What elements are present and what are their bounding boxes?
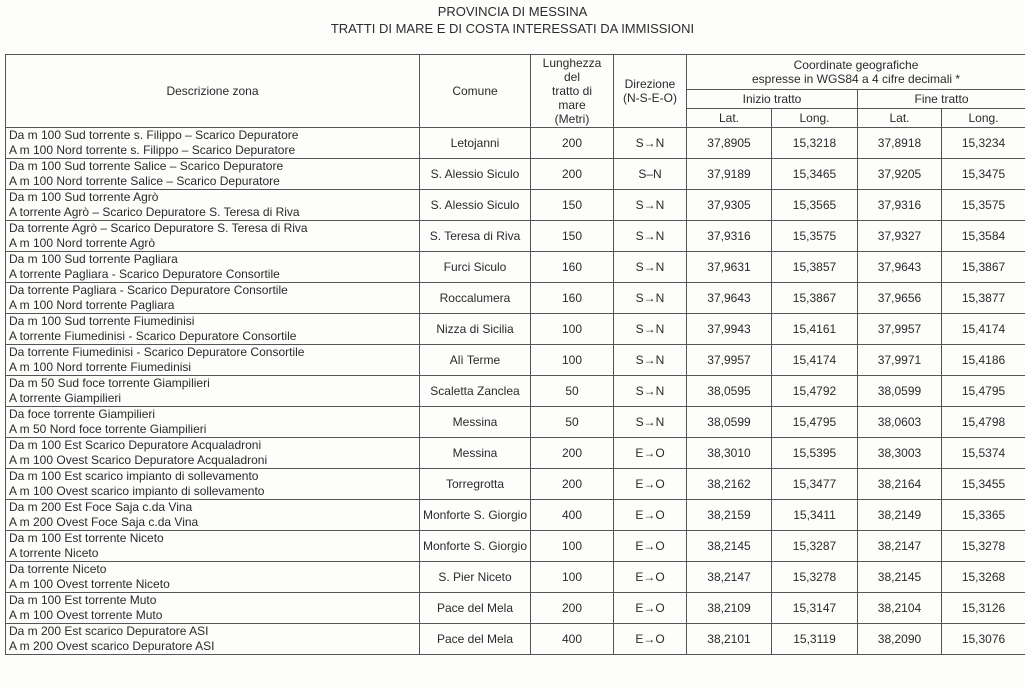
cell-lat-fine: 38,3003: [858, 438, 942, 469]
cell-long-inizio: 15,4161: [772, 314, 858, 345]
cell-lat-inizio: 37,9957: [687, 345, 772, 376]
cell-long-inizio: 15,3477: [772, 469, 858, 500]
cell-direzione: E→O: [614, 438, 687, 469]
header-lunghezza-line: mare: [558, 98, 586, 112]
table-row: [6, 500, 1025, 531]
header-long-fine: Long.: [942, 109, 1025, 128]
descrizione-a: A m 100 Ovest torrente Niceto: [9, 577, 170, 591]
cell-descrizione: [6, 376, 420, 407]
descrizione-da: Da m 100 Est torrente Niceto: [9, 531, 164, 545]
header-lunghezza-line: (Metri): [554, 112, 590, 126]
descrizione-a: A m 100 Nord torrente Pagliara: [9, 298, 175, 312]
cell-descrizione: [6, 283, 420, 314]
table-row: [6, 624, 1025, 655]
descrizione-a: A torrente Niceto: [9, 546, 99, 560]
table-row: [6, 128, 1025, 159]
descrizione-da: Da foce torrente Giampilieri: [9, 407, 156, 421]
cell-lat-fine: 37,9957: [858, 314, 942, 345]
cell-long-fine: 15,4186: [942, 345, 1025, 376]
cell-long-inizio: 15,4792: [772, 376, 858, 407]
cell-lat-inizio: 38,2159: [687, 500, 772, 531]
cell-lat-fine: 37,9327: [858, 221, 942, 252]
cell-lat-fine: 37,9656: [858, 283, 942, 314]
cell-comune: Messina: [420, 407, 531, 438]
table-row: [6, 190, 1025, 221]
cell-long-fine: 15,3877: [942, 283, 1025, 314]
cell-direzione: E→O: [614, 562, 687, 593]
cell-lat-fine: 38,2164: [858, 469, 942, 500]
descrizione-da: Da m 100 Est scarico impianto di sollevamento: [9, 469, 259, 483]
cell-lat-inizio: 37,9189: [687, 159, 772, 190]
cell-long-fine: 15,3455: [942, 469, 1025, 500]
descrizione-a: A torrente Agrò – Scarico Depuratore S. Teresa di Riva: [9, 205, 300, 219]
cell-descrizione: [6, 190, 420, 221]
cell-lat-fine: 38,2149: [858, 500, 942, 531]
descrizione-a: A torrente Fiumedinisi - Scarico Depuratore Consortile: [9, 329, 297, 343]
descrizione-da: Da m 100 Est Scarico Depuratore Acqualadroni: [9, 438, 262, 452]
cell-comune: Messina: [420, 438, 531, 469]
descrizione-da: Da m 100 Est torrente Muto: [9, 593, 157, 607]
descrizione-a: A m 100 Nord torrente s. Filippo – Scarico Depuratore: [9, 143, 296, 157]
title-province: PROVINCIA DI MESSINA: [437, 4, 588, 19]
header-inizio-tratto: Inizio tratto: [687, 90, 858, 109]
descrizione-a: A m 100 Ovest scarico impianto di sollevamento: [9, 484, 265, 498]
table-row: [6, 593, 1025, 624]
descrizione-a: A torrente Giampilieri: [9, 391, 122, 405]
header-lat-inizio: Lat.: [687, 109, 772, 128]
descrizione-da: Da m 200 Est Foce Saja c.da Vina: [9, 500, 193, 514]
descrizione-da: Da m 50 Sud foce torrente Giampilieri: [9, 376, 210, 390]
descrizione-a: A torrente Pagliara - Scarico Depuratore Consortile: [9, 267, 280, 281]
cell-lat-inizio: 38,2162: [687, 469, 772, 500]
cell-comune: Letojanni: [420, 128, 531, 159]
cell-descrizione: [6, 159, 420, 190]
cell-lunghezza: 100: [531, 562, 614, 593]
descrizione-da: Da m 100 Sud torrente Salice – Scarico Depuratore: [9, 159, 284, 173]
cell-descrizione: [6, 562, 420, 593]
cell-long-inizio: 15,3278: [772, 562, 858, 593]
cell-long-fine: 15,3575: [942, 190, 1025, 221]
table-body: [6, 128, 1025, 655]
cell-lunghezza: 100: [531, 314, 614, 345]
cell-comune: S. Alessio Siculo: [420, 190, 531, 221]
cell-direzione: E→O: [614, 624, 687, 655]
cell-lat-inizio: 38,2101: [687, 624, 772, 655]
cell-lunghezza: 160: [531, 252, 614, 283]
header-long-inizio: Long.: [772, 109, 858, 128]
cell-lat-fine: 38,0603: [858, 407, 942, 438]
cell-lat-inizio: 38,2147: [687, 562, 772, 593]
descrizione-da: Da m 200 Est scarico Depuratore ASI: [9, 624, 209, 638]
cell-long-inizio: 15,3857: [772, 252, 858, 283]
cell-comune: Pace del Mela: [420, 624, 531, 655]
cell-comune: Monforte S. Giorgio: [420, 531, 531, 562]
cell-lat-fine: 37,9643: [858, 252, 942, 283]
header-direzione-line: Direzione: [624, 77, 676, 91]
cell-lat-inizio: 37,9316: [687, 221, 772, 252]
header-descrizione: Descrizione zona: [6, 55, 420, 128]
header-comune: Comune: [420, 55, 531, 128]
table-row: [6, 314, 1025, 345]
cell-long-inizio: 15,3575: [772, 221, 858, 252]
cell-comune: Scaletta Zanclea: [420, 376, 531, 407]
cell-descrizione: [6, 314, 420, 345]
cell-long-fine: 15,3584: [942, 221, 1025, 252]
cell-descrizione: [6, 221, 420, 252]
cell-long-fine: 15,3867: [942, 252, 1025, 283]
cell-long-inizio: 15,3867: [772, 283, 858, 314]
table-row: [6, 469, 1025, 500]
cell-direzione: E→O: [614, 593, 687, 624]
cell-lunghezza: 50: [531, 376, 614, 407]
cell-long-fine: 15,5374: [942, 438, 1025, 469]
descrizione-a: A m 100 Nord torrente Salice – Scarico Depuratore: [9, 174, 280, 188]
cell-long-inizio: 15,4174: [772, 345, 858, 376]
cell-lat-fine: 38,0599: [858, 376, 942, 407]
cell-long-fine: 15,4795: [942, 376, 1025, 407]
table-row: [6, 345, 1025, 376]
cell-descrizione: [6, 252, 420, 283]
cell-descrizione: [6, 593, 420, 624]
cell-lat-inizio: 38,0599: [687, 407, 772, 438]
cell-long-fine: 15,4798: [942, 407, 1025, 438]
descrizione-da: Da m 100 Sud torrente s. Filippo – Scarico Depuratore: [9, 128, 299, 142]
cell-long-inizio: 15,3119: [772, 624, 858, 655]
cell-lunghezza: 100: [531, 531, 614, 562]
cell-lat-inizio: 38,2109: [687, 593, 772, 624]
header-coordinate: [687, 55, 1025, 90]
cell-long-fine: 15,3278: [942, 531, 1025, 562]
cell-direzione: S→N: [614, 128, 687, 159]
table-row: [6, 283, 1025, 314]
descrizione-a: A m 200 Ovest Foce Saja c.da Vina: [9, 515, 199, 529]
table-row: [6, 252, 1025, 283]
cell-lunghezza: 200: [531, 159, 614, 190]
cell-lunghezza: 160: [531, 283, 614, 314]
cell-comune: Monforte S. Giorgio: [420, 500, 531, 531]
header-lunghezza-line: tratto di: [551, 84, 593, 98]
cell-lunghezza: 150: [531, 221, 614, 252]
cell-comune: S. Pier Niceto: [420, 562, 531, 593]
descrizione-da: Da m 100 Sud torrente Agrò: [9, 190, 159, 204]
descrizione-a: A m 50 Nord foce torrente Giampilieri: [9, 422, 207, 436]
cell-comune: Nizza di Sicilia: [420, 314, 531, 345]
cell-lat-inizio: 37,9943: [687, 314, 772, 345]
cell-direzione: S–N: [614, 159, 687, 190]
header-fine-tratto: Fine tratto: [858, 90, 1025, 109]
descrizione-da: Da m 100 Sud torrente Fiumedinisi: [9, 314, 195, 328]
cell-descrizione: [6, 469, 420, 500]
cell-long-inizio: 15,5395: [772, 438, 858, 469]
cell-direzione: S→N: [614, 376, 687, 407]
cell-descrizione: [6, 438, 420, 469]
cell-lat-inizio: 38,2145: [687, 531, 772, 562]
cell-lat-fine: 38,2104: [858, 593, 942, 624]
cell-descrizione: [6, 128, 420, 159]
cell-long-inizio: 15,3411: [772, 500, 858, 531]
cell-long-fine: 15,3475: [942, 159, 1025, 190]
cell-long-inizio: 15,3465: [772, 159, 858, 190]
table-row: [6, 562, 1025, 593]
cell-lat-inizio: 37,9643: [687, 283, 772, 314]
cell-comune: Alì Terme: [420, 345, 531, 376]
descrizione-da: Da torrente Agrò – Scarico Depuratore S. Teresa di Riva: [9, 221, 308, 235]
header-direzione: [614, 55, 687, 128]
discharge-zones-table: [5, 54, 1025, 655]
descrizione-a: A m 100 Nord torrente Fiumedinisi: [9, 360, 192, 374]
cell-descrizione: [6, 345, 420, 376]
cell-lat-fine: 37,9316: [858, 190, 942, 221]
cell-direzione: E→O: [614, 469, 687, 500]
header-lunghezza: [531, 55, 614, 128]
cell-lunghezza: 50: [531, 407, 614, 438]
cell-direzione: S→N: [614, 190, 687, 221]
cell-lunghezza: 200: [531, 438, 614, 469]
cell-comune: S. Teresa di Riva: [420, 221, 531, 252]
descrizione-da: Da torrente Fiumedinisi - Scarico Depuratore Consortile: [9, 345, 305, 359]
descrizione-a: A m 200 Ovest scarico Depuratore ASI: [9, 639, 215, 653]
descrizione-a: A m 100 Ovest Scarico Depuratore Acqualadroni: [9, 453, 268, 467]
table-row: [6, 438, 1025, 469]
cell-lat-inizio: 38,0595: [687, 376, 772, 407]
descrizione-a: A m 100 Ovest torrente Muto: [9, 608, 163, 622]
cell-long-inizio: 15,3565: [772, 190, 858, 221]
cell-descrizione: [6, 407, 420, 438]
header-lat-fine: Lat.: [858, 109, 942, 128]
cell-descrizione: [6, 624, 420, 655]
cell-long-fine: 15,3076: [942, 624, 1025, 655]
descrizione-a: A m 100 Nord torrente Agrò: [9, 236, 156, 250]
cell-lunghezza: 200: [531, 593, 614, 624]
cell-long-fine: 15,3268: [942, 562, 1025, 593]
cell-long-inizio: 15,3218: [772, 128, 858, 159]
cell-long-fine: 15,3365: [942, 500, 1025, 531]
table-row: [6, 376, 1025, 407]
cell-lat-fine: 38,2145: [858, 562, 942, 593]
cell-lat-inizio: 38,3010: [687, 438, 772, 469]
cell-lunghezza: 150: [531, 190, 614, 221]
table-row: [6, 407, 1025, 438]
cell-long-fine: 15,3126: [942, 593, 1025, 624]
descrizione-da: Da torrente Niceto: [9, 562, 107, 576]
table-header: [6, 55, 1025, 128]
cell-lat-fine: 38,2147: [858, 531, 942, 562]
cell-long-fine: 15,3234: [942, 128, 1025, 159]
cell-direzione: S→N: [614, 283, 687, 314]
document-title: [0, 3, 1025, 37]
cell-lat-fine: 38,2090: [858, 624, 942, 655]
cell-direzione: E→O: [614, 531, 687, 562]
cell-direzione: E→O: [614, 500, 687, 531]
cell-direzione: S→N: [614, 314, 687, 345]
header-lunghezza-line: Lunghezza: [542, 56, 602, 70]
cell-direzione: S→N: [614, 407, 687, 438]
cell-long-fine: 15,4174: [942, 314, 1025, 345]
cell-descrizione: [6, 500, 420, 531]
cell-comune: Torregrotta: [420, 469, 531, 500]
cell-lat-inizio: 37,9305: [687, 190, 772, 221]
cell-long-inizio: 15,3287: [772, 531, 858, 562]
descrizione-da: Da m 100 Sud torrente Pagliara: [9, 252, 178, 266]
cell-lat-inizio: 37,8905: [687, 128, 772, 159]
header-coordinate-line: espresse in WGS84 a 4 cifre decimali *: [751, 72, 961, 86]
cell-long-inizio: 15,3147: [772, 593, 858, 624]
cell-direzione: S→N: [614, 221, 687, 252]
cell-descrizione: [6, 531, 420, 562]
cell-comune: Roccalumera: [420, 283, 531, 314]
cell-lat-fine: 37,9205: [858, 159, 942, 190]
cell-direzione: S→N: [614, 252, 687, 283]
cell-lunghezza: 200: [531, 469, 614, 500]
cell-lat-fine: 37,8918: [858, 128, 942, 159]
header-coordinate-line: Coordinate geografiche: [793, 58, 919, 72]
header-direzione-line: (N-S-E-O): [623, 91, 677, 105]
cell-comune: Furci Siculo: [420, 252, 531, 283]
cell-lat-fine: 37,9971: [858, 345, 942, 376]
cell-long-inizio: 15,4795: [772, 407, 858, 438]
cell-lat-inizio: 37,9631: [687, 252, 772, 283]
table-row: [6, 531, 1025, 562]
cell-comune: S. Alessio Siculo: [420, 159, 531, 190]
title-subject: TRATTI DI MARE E DI COSTA INTERESSATI DA IMMISSIONI: [330, 21, 695, 36]
cell-comune: Pace del Mela: [420, 593, 531, 624]
cell-lunghezza: 400: [531, 500, 614, 531]
table-row: [6, 221, 1025, 252]
header-lunghezza-line: del: [563, 70, 580, 84]
cell-lunghezza: 100: [531, 345, 614, 376]
cell-direzione: S→N: [614, 345, 687, 376]
descrizione-da: Da torrente Pagliara - Scarico Depuratore Consortile: [9, 283, 288, 297]
cell-lunghezza: 400: [531, 624, 614, 655]
table-row: [6, 159, 1025, 190]
cell-lunghezza: 200: [531, 128, 614, 159]
